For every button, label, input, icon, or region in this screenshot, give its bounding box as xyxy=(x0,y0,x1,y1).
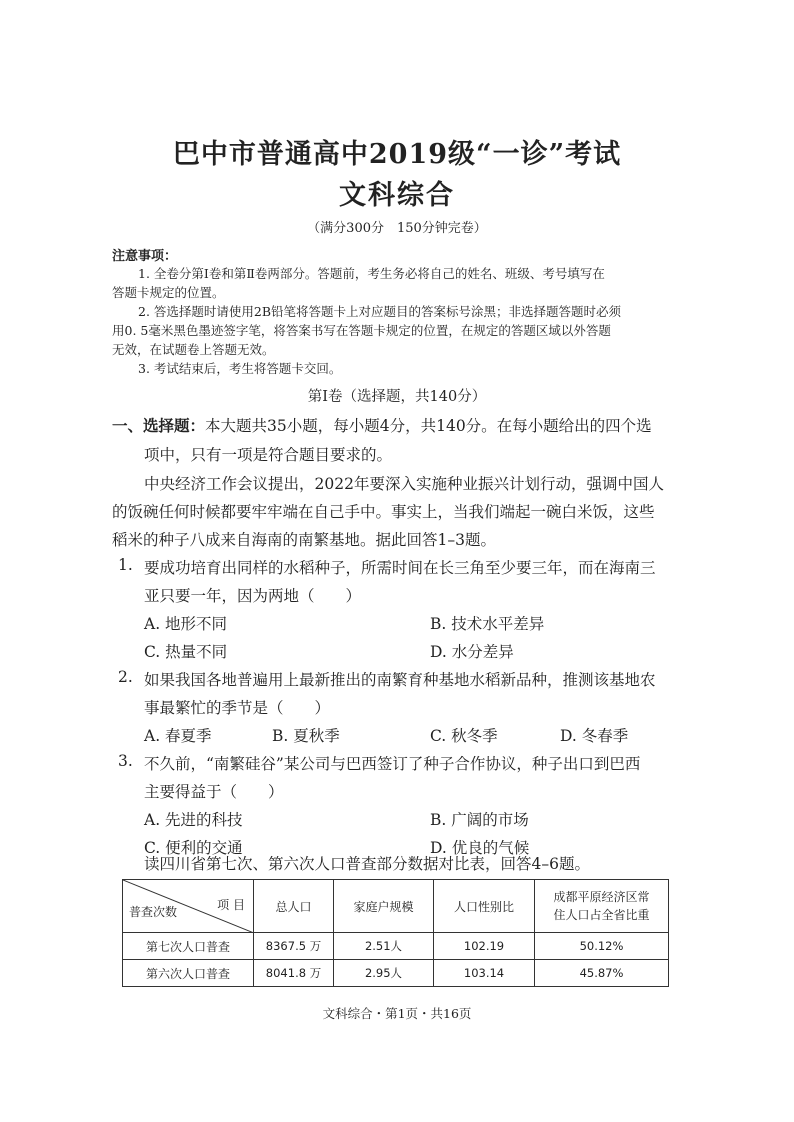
table-header: 总人口 xyxy=(254,880,334,933)
table-header: 人口性别比 xyxy=(434,880,535,933)
option-b: B. 广阔的市场 xyxy=(430,811,529,829)
question-stem: 主要得益于（ ） xyxy=(144,783,284,801)
notice-line: 1. 全卷分第Ⅰ卷和第Ⅱ卷两部分。答题前，考生务必将自己的姓名、班级、考号填写在 xyxy=(138,266,605,281)
question-stem: 要成功培育出同样的水稻种子，所需时间在长三角至少要三年，而在海南三 xyxy=(144,559,656,577)
table-row xyxy=(123,960,669,987)
table-cell: 2.51人 xyxy=(334,933,434,960)
option-b: B. 夏秋季 xyxy=(272,727,340,745)
notice-line: 无效，在试题卷上答题无效。 xyxy=(112,342,275,357)
passage-line: 的饭碗任何时候都要牢牢端在自己手中。事实上，当我们端起一碗白米饭，这些 xyxy=(112,503,655,521)
corner-label-bottom: 普查次数 xyxy=(129,905,178,919)
exam-info: （满分300分 150分钟完卷） xyxy=(307,221,487,236)
table-cell: 第七次人口普查 xyxy=(123,933,254,960)
notice-line: 答题卡规定的位置。 xyxy=(112,285,225,300)
question-stem: 不久前，“南繁硅谷”某公司与巴西签订了种子合作协议，种子出口到巴西 xyxy=(144,755,641,773)
exam-title: 巴中市普通高中2019级“一诊”考试 xyxy=(172,139,622,170)
option-a: A. 地形不同 xyxy=(144,615,228,633)
notice-line: 3. 考试结束后，考生将答题卡交回。 xyxy=(138,361,342,376)
header-line: 成都平原经济区常 xyxy=(553,890,650,904)
exam-subject: 文科综合 xyxy=(339,180,455,211)
table-header xyxy=(535,880,669,933)
table-cell: 2.95人 xyxy=(334,960,434,987)
option-a: A. 春夏季 xyxy=(144,727,212,745)
notice-title: 注意事项： xyxy=(112,249,178,264)
instruction-heading: 一、选择题： xyxy=(112,416,206,435)
page-footer: 文科综合・第1页・共16页 xyxy=(322,1006,472,1021)
option-c: C. 热量不同 xyxy=(144,643,228,661)
option-d: D. 冬春季 xyxy=(560,727,629,745)
table-corner-cell xyxy=(123,880,254,933)
question-stem: 事最繁忙的季节是（ ） xyxy=(144,699,331,717)
table-row xyxy=(123,933,669,960)
instruction-text: 本大题共35小题，每小题4分，共140分。在每小题给出的四个选 xyxy=(205,417,652,435)
option-b: B. 技术水平差异 xyxy=(430,615,545,633)
question-number: 2. xyxy=(118,668,133,686)
corner-label-top: 项 目 xyxy=(217,898,245,912)
table-cell: 103.14 xyxy=(434,960,535,987)
question-number: 1. xyxy=(118,556,133,574)
question-stem: 亚只要一年，因为两地（ ） xyxy=(144,587,362,605)
notice-line: 用0. 5毫米黑色墨迹签字笔，将答案书写在答题卡规定的位置，在规定的答题区域以外答题 xyxy=(112,323,611,338)
passage-line: 稻米的种子八成来自海南的南繁基地。据此回答1–3题。 xyxy=(112,531,496,549)
table-cell: 第六次人口普查 xyxy=(123,960,254,987)
option-d: D. 优良的气候 xyxy=(430,839,530,857)
passage-line: 中央经济工作会议提出，2022年要深入实施种业振兴计划行动，强调中国人 xyxy=(144,475,664,493)
option-c: C. 便利的交通 xyxy=(144,839,243,857)
table-cell: 45.87% xyxy=(535,960,669,987)
section-instruction xyxy=(112,414,652,436)
question-stem: 如果我国各地普遍用上最新推出的南繁育种基地水稻新品种，推测该基地农 xyxy=(144,671,656,689)
option-a: A. 先进的科技 xyxy=(144,811,243,829)
census-table xyxy=(122,879,669,987)
table-cell: 8041.8 万 xyxy=(254,960,334,987)
table-header-row xyxy=(123,880,669,933)
section-title: 第Ⅰ卷（选择题，共140分） xyxy=(307,389,487,405)
table-cell: 8367.5 万 xyxy=(254,933,334,960)
table-cell: 50.12% xyxy=(535,933,669,960)
table-header: 家庭户规模 xyxy=(334,880,434,933)
option-d: D. 水分差异 xyxy=(430,643,514,661)
passage-line: 读四川省第七次、第六次人口普查部分数据对比表，回答4–6题。 xyxy=(144,855,590,873)
header-line: 住人口占全省比重 xyxy=(553,908,650,922)
instruction-text: 项中，只有一项是符合题目要求的。 xyxy=(144,446,393,464)
option-c: C. 秋冬季 xyxy=(430,727,498,745)
notice-line: 2. 答选择题时请使用2B铅笔将答题卡上对应题目的答案标号涂黑；非选择题答题时必须 xyxy=(138,304,622,319)
table-cell: 102.19 xyxy=(434,933,535,960)
question-number: 3. xyxy=(118,752,133,770)
